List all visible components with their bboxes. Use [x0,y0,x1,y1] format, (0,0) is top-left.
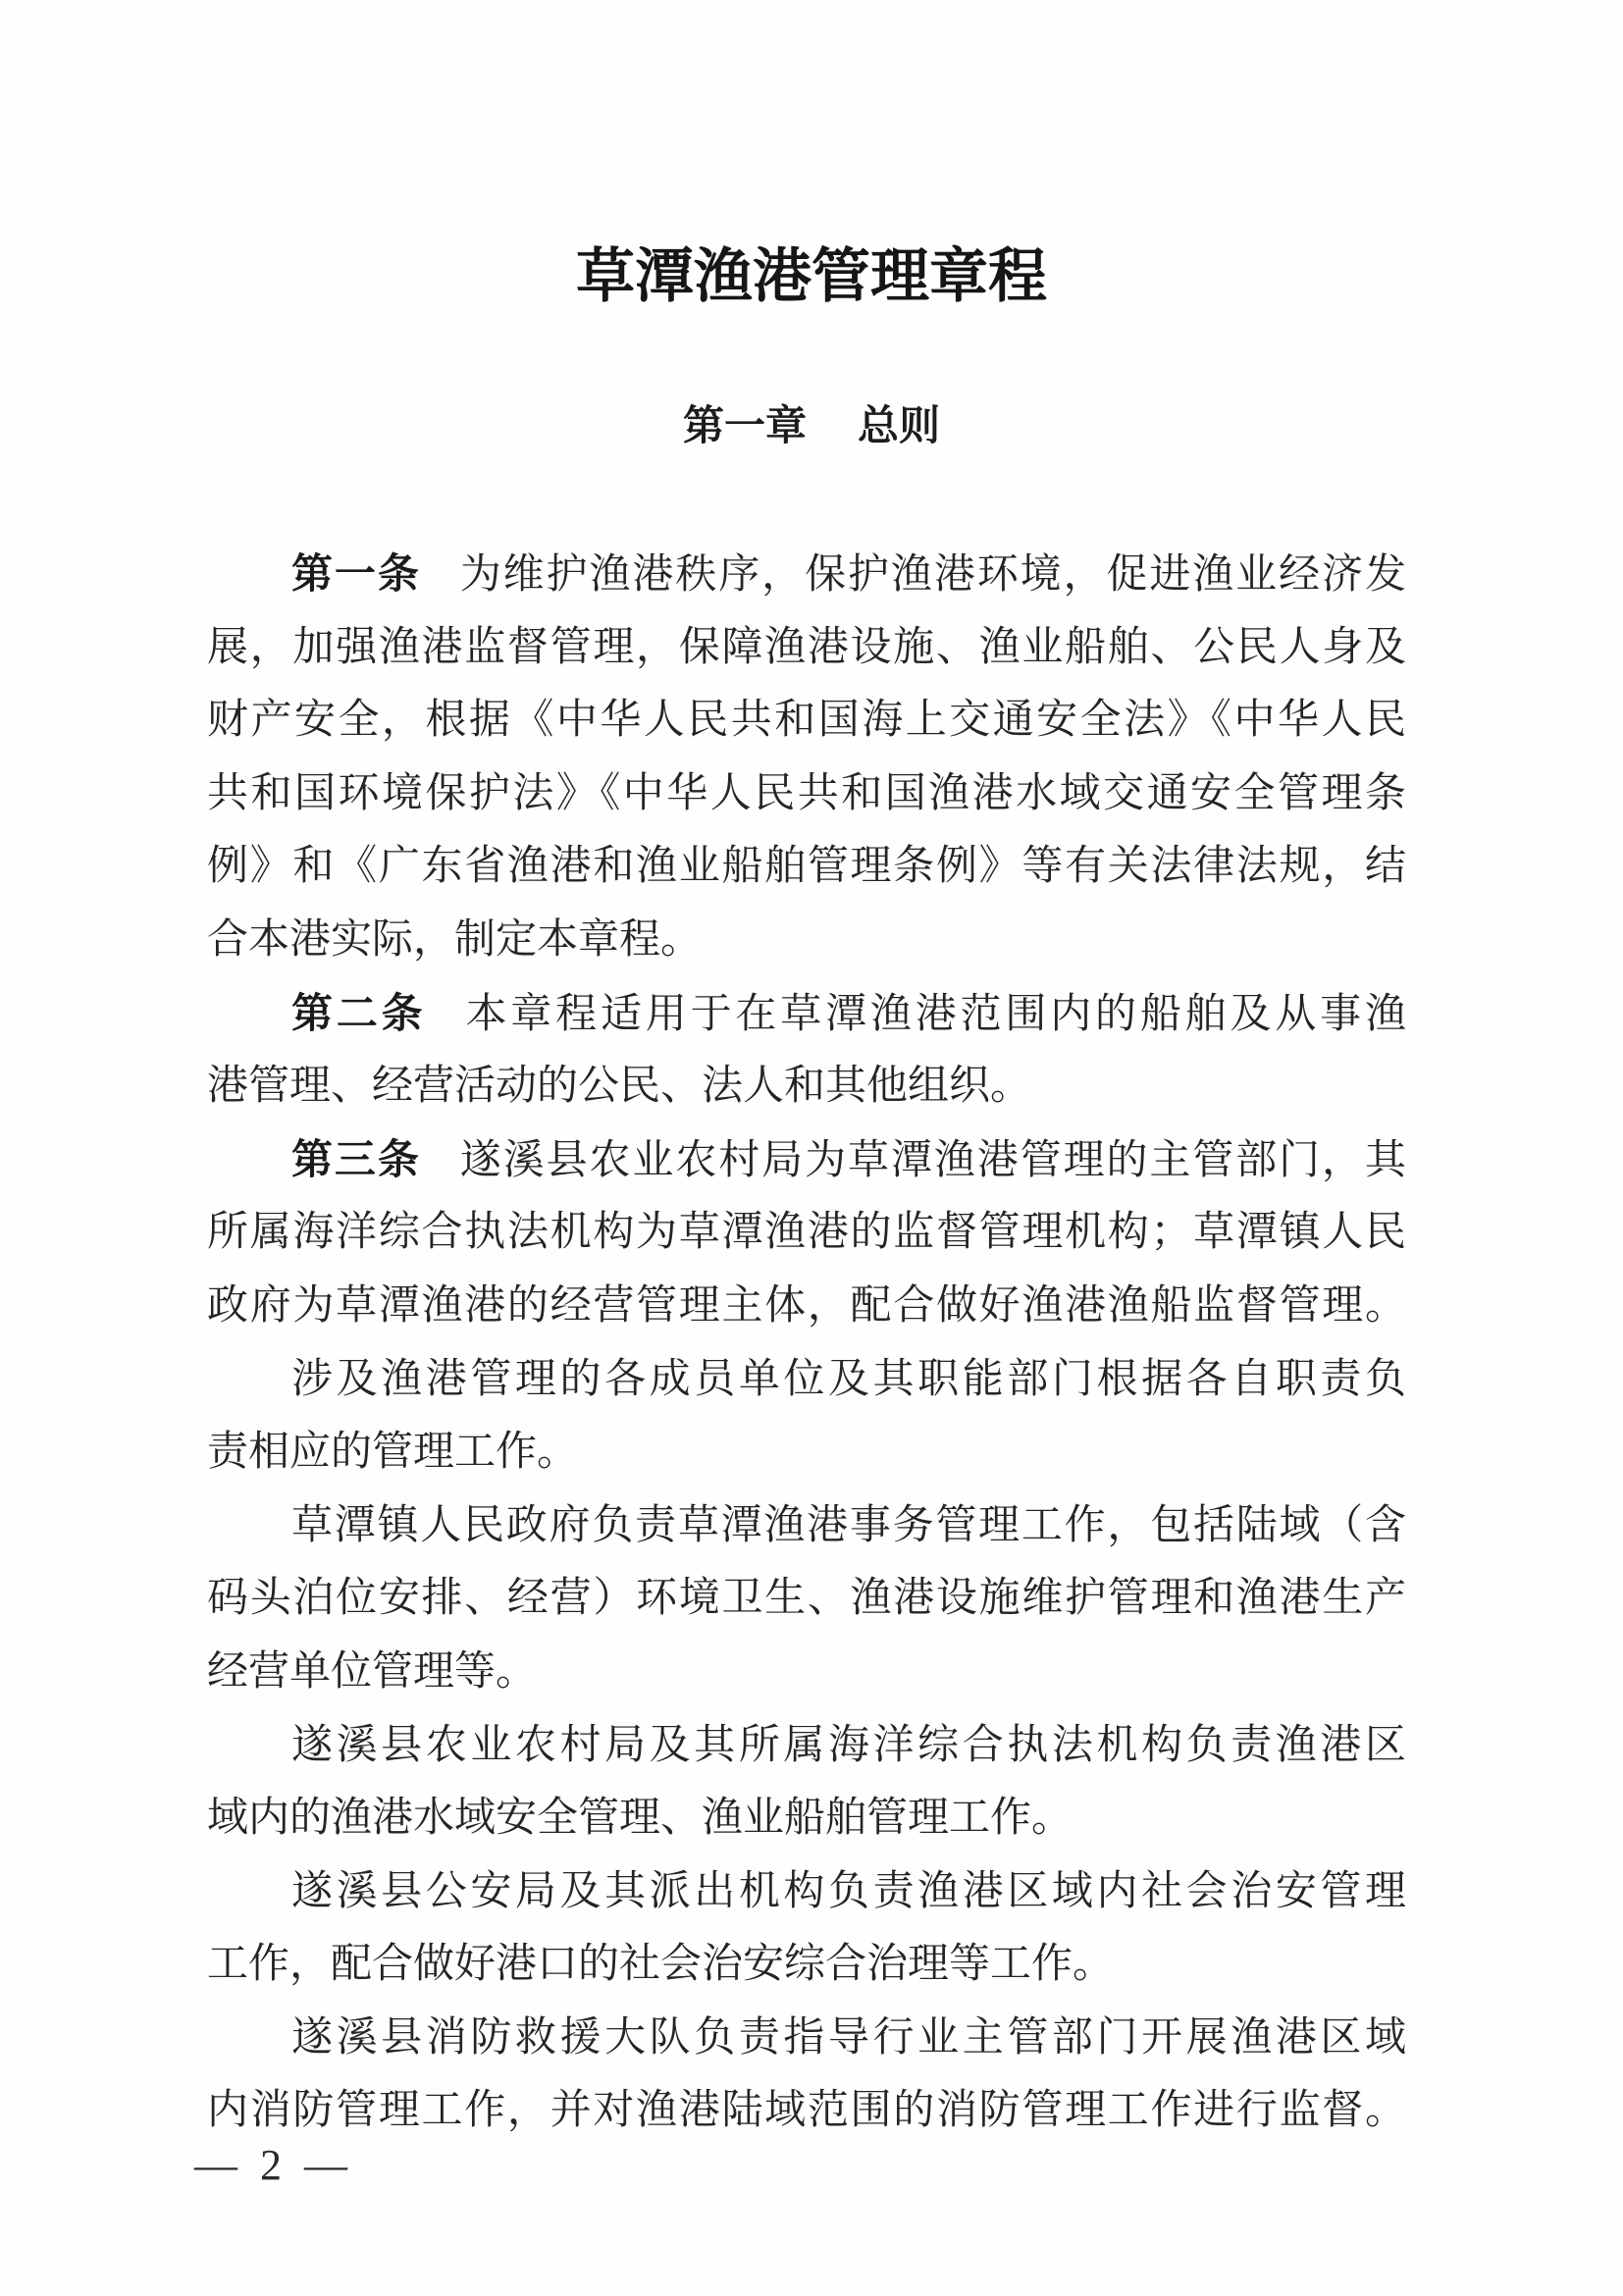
line-text: 内消防管理工作，并对渔港陆域范围的消防管理工作进行监督。 [207,2088,1406,2134]
body-line [207,538,1406,611]
body-line [207,1343,1406,1417]
body-line [207,611,1406,685]
body-line [207,1489,1406,1563]
line-text: 合本港实际，制定本章程。 [207,916,703,963]
line-text: 财产安全，根据《中华人民共和国海上交通安全法》《中华人民 [207,698,1406,744]
body-line [207,1050,1406,1123]
line-text: 草潭镇人民政府负责草潭渔港事务管理工作，包括陆域（含 [291,1502,1406,1548]
line-text: 所属海洋综合执法机构为草潭渔港的监督管理机构；草潭镇人民 [207,1210,1406,1256]
line-text: 遂溪县农业农村局及其所属海洋综合执法机构负责渔港区 [291,1722,1406,1768]
body-line [207,757,1406,831]
line-text: 为维护渔港秩序，保护渔港环境，促进渔业经济发 [459,552,1406,598]
article-number: 第二条 [291,989,427,1036]
body-line [207,1636,1406,1709]
body-line [207,1782,1406,1855]
body-line [207,1270,1406,1343]
line-text: 涉及渔港管理的各成员单位及其职能部门根据各自职责负 [291,1356,1406,1402]
line-text: 责相应的管理工作。 [207,1430,579,1476]
line-text: 港管理、经营活动的公民、法人和其他组织。 [207,1064,1032,1110]
line-text: 码头泊位安排、经营）环境卫生、渔港设施维护管理和渔港生产 [207,1576,1406,1622]
body-line [207,830,1406,904]
line-text: 政府为草潭渔港的经营管理主体，配合做好渔港渔船监督管理。 [207,1282,1406,1329]
page-title: 草潭渔港管理章程 [576,244,1047,309]
body-line [207,1928,1406,2002]
chapter-heading [0,404,1623,447]
body-line [207,1196,1406,1270]
chapter-name: 总则 [858,402,941,448]
line-text: 共和国环境保护法》《中华人民共和国渔港水域交通安全管理条 [207,770,1406,816]
body-line [207,904,1406,977]
document-body [207,538,1406,2148]
body-line [207,1123,1406,1197]
line-text: 遂溪县公安局及其派出机构负责渔港区域内社会治安管理 [291,1868,1406,1914]
body-line [207,2002,1406,2075]
body-line [207,2074,1406,2148]
body-line [207,1709,1406,1783]
line-text: 展，加强渔港监督管理，保障渔港设施、渔业船舶、公民人身及 [207,624,1406,670]
body-line [207,977,1406,1051]
line-text: 本章程适用于在草潭渔港范围内的船舶及从事渔 [465,991,1406,1037]
body-line [207,1855,1406,1929]
page-number: — 2 — [194,2141,347,2189]
line-text: 遂溪县消防救援大队负责指导行业主管部门开展渔港区域 [291,2014,1406,2061]
body-line [207,1416,1406,1489]
line-text: 域内的渔港水域安全管理、渔业船舶管理工作。 [207,1796,1073,1842]
chapter-number: 第一章 [682,402,807,448]
article-number: 第三条 [291,1135,421,1182]
body-line [207,684,1406,757]
line-text: 工作，配合做好港口的社会治安综合治理等工作。 [207,1942,1115,1988]
line-text: 例》和《广东省渔港和渔业船舶管理条例》等有关法律法规，结 [207,844,1406,890]
line-text: 经营单位管理等。 [207,1648,538,1695]
line-text: 遂溪县农业农村局为草潭渔港管理的主管部门，其 [459,1137,1406,1183]
body-line [207,1562,1406,1636]
article-number: 第一条 [291,550,421,597]
